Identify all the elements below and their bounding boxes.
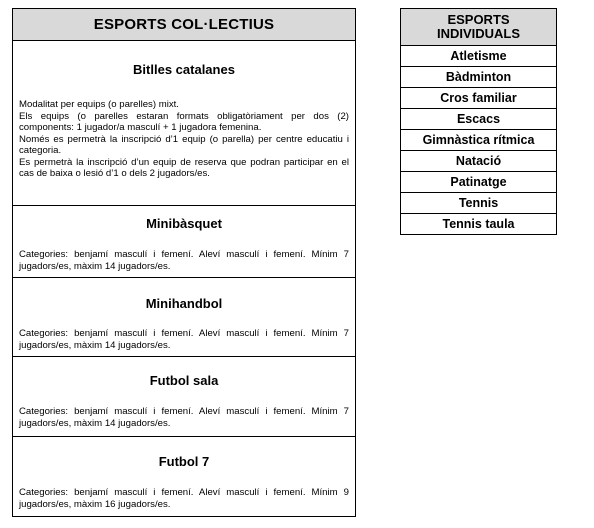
individual-sport-item: Cros familiar bbox=[401, 88, 556, 109]
individual-sport-item: Tennis bbox=[401, 193, 556, 214]
section-futbol-7 bbox=[13, 437, 355, 516]
section-title: Minihandbol bbox=[145, 296, 223, 311]
description-line: Categories: benjamí masculí i femení. Aleví masculí i femení. Mínim 7 jugadors/es, màxim 14 jugadors/es. bbox=[19, 406, 349, 429]
section-description bbox=[19, 328, 349, 351]
section-minibasquet bbox=[13, 206, 355, 278]
section-description bbox=[19, 487, 349, 510]
description-line: Els equips (o parelles estaran formats obligatòriament per dos (2) components: 1 jugador/a masculí + 1 jugadora femenina. bbox=[19, 110, 349, 133]
individual-sport-item: Patinatge bbox=[401, 172, 556, 193]
section-title: Futbol 7 bbox=[158, 454, 210, 469]
section-description bbox=[19, 406, 349, 429]
header-line: INDIVIDUALS bbox=[436, 26, 521, 41]
section-minihandbol bbox=[13, 278, 355, 357]
section-description bbox=[19, 249, 349, 272]
section-title: Futbol sala bbox=[149, 373, 219, 388]
section-title: Bitlles catalanes bbox=[133, 62, 235, 77]
individual-sport-item: Escacs bbox=[401, 109, 556, 130]
individual-sport-item: Atletisme bbox=[401, 46, 556, 67]
individual-sport-item: Bàdminton bbox=[401, 67, 556, 88]
description-line: Només es permetrà la inscripció d’1 equip (o parella) per centre educatiu i categoria. bbox=[19, 133, 349, 156]
description-line: Es permetrà la inscripció d’un equip de reserva que podran participar en el cas de baixa o lesió d’1 o dels 2 jugadors/es. bbox=[19, 156, 349, 179]
section-bitlles-catalanes bbox=[13, 41, 355, 206]
individual-sports-header bbox=[401, 9, 556, 46]
description-line: Categories: benjamí masculí i femení. Aleví masculí i femení. Mínim 7 jugadors/es, màxim 14 jugadors/es. bbox=[19, 249, 349, 272]
description-line: Categories: benjamí masculí i femení. Aleví masculí i femení. Mínim 7 jugadors/es, màxim 14 jugadors/es. bbox=[19, 328, 349, 351]
description-line: Categories: benjamí masculí i femení. Aleví masculí i femení. Mínim 9 jugadors/es, màxim 16 jugadors/es. bbox=[19, 487, 349, 510]
header-line: ESPORTS bbox=[447, 12, 510, 27]
section-futbol-sala bbox=[13, 357, 355, 437]
individual-sport-item: Tennis taula bbox=[442, 217, 515, 231]
description-line: Modalitat per equips (o parelles) mixt. bbox=[19, 99, 179, 110]
collective-sports-table bbox=[12, 8, 356, 517]
individual-sport-item: Gimnàstica rítmica bbox=[401, 130, 556, 151]
collective-sports-header: ESPORTS COL·LECTIUS bbox=[13, 9, 355, 41]
section-description bbox=[19, 99, 349, 180]
individual-sport-item: Natació bbox=[401, 151, 556, 172]
section-title: Minibàsquet bbox=[146, 216, 222, 231]
individual-sports-table bbox=[400, 8, 557, 235]
